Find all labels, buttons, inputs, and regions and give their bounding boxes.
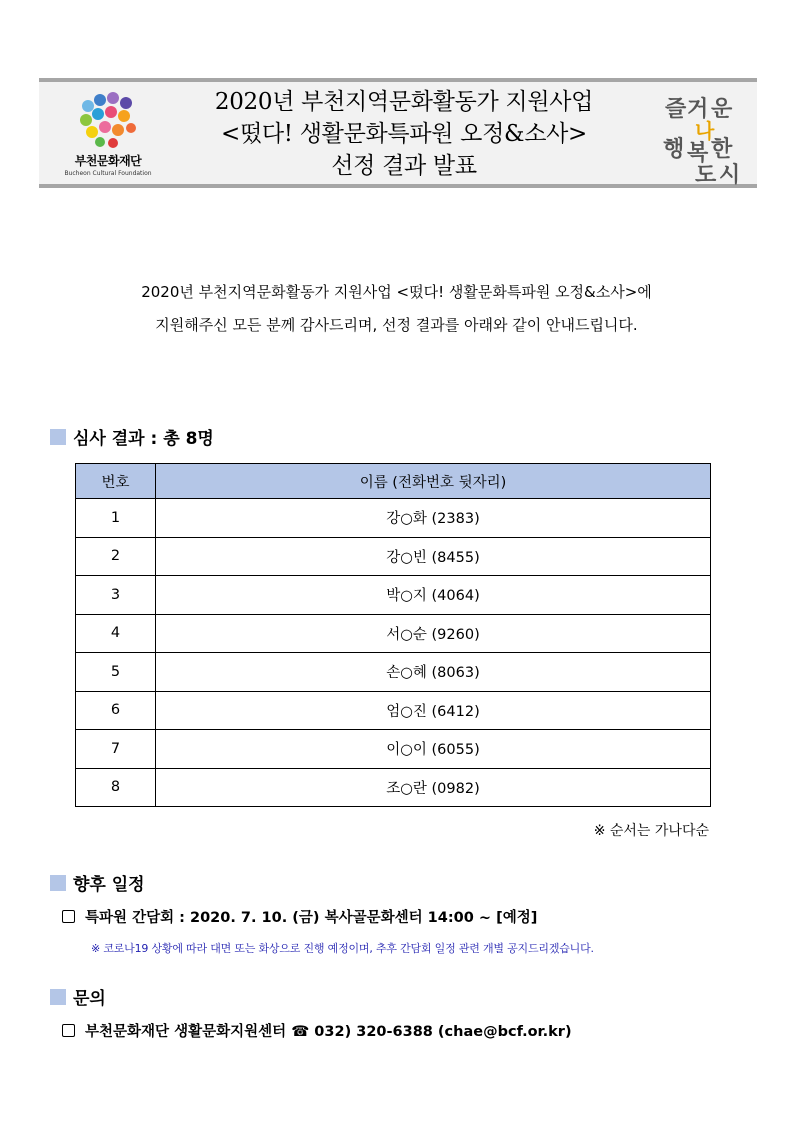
table-row bbox=[76, 653, 711, 692]
row-number: 5 bbox=[76, 653, 156, 692]
table-row bbox=[76, 576, 711, 615]
checkbox-icon bbox=[62, 910, 75, 923]
row-number: 8 bbox=[76, 768, 156, 807]
foundation-logo bbox=[53, 92, 163, 182]
schedule-item-text: 특파원 간담회 : 2020. 7. 10. (금) 복사골문화센터 14:00 ~ [예정] bbox=[85, 910, 538, 926]
schedule-item bbox=[62, 906, 537, 927]
contact-section-title-text: 문의 bbox=[73, 989, 106, 1009]
column-header-name: 이름 (전화번호 뒷자리) bbox=[156, 464, 711, 499]
order-note: ※ 순서는 가나다순 bbox=[593, 823, 709, 839]
contact-item bbox=[62, 1020, 572, 1041]
slogan-char-9: 시 bbox=[719, 163, 741, 186]
checkbox-icon bbox=[62, 1024, 75, 1037]
results-section-title bbox=[50, 424, 214, 449]
section-bullet-icon bbox=[50, 429, 66, 445]
row-name: 엄○진 (6412) bbox=[156, 691, 711, 730]
row-number: 4 bbox=[76, 614, 156, 653]
row-name: 박○지 (4064) bbox=[156, 576, 711, 615]
row-number: 2 bbox=[76, 537, 156, 576]
table-row bbox=[76, 614, 711, 653]
foundation-name-korean: 부천문화재단 bbox=[74, 154, 142, 168]
section-bullet-icon bbox=[50, 989, 66, 1005]
slogan-char-2: 거 bbox=[687, 97, 709, 122]
schedule-section-title bbox=[50, 870, 145, 895]
contact-item-text: 부천문화재단 생활문화지원센터 ☎ 032) 320-6388 (chae@bcf.or.kr) bbox=[85, 1024, 572, 1040]
slogan-char-5: 행 bbox=[663, 137, 685, 162]
row-name: 서○순 (9260) bbox=[156, 614, 711, 653]
row-number: 7 bbox=[76, 730, 156, 769]
results-section-title-text: 심사 결과 : 총 8명 bbox=[73, 429, 214, 449]
document-title bbox=[169, 86, 639, 182]
table-row bbox=[76, 691, 711, 730]
intro-line-2: 지원해주신 모든 분께 감사드리며, 선정 결과를 아래와 같이 안내드립니다. bbox=[155, 316, 638, 334]
slogan-char-8: 도 bbox=[695, 163, 717, 186]
schedule-note: ※ 코로나19 상황에 따라 대면 또는 화상으로 진행 예정이며, 추후 간담회 일정 관련 개별 공지드리겠습니다. bbox=[91, 942, 594, 955]
slogan-char-7: 한 bbox=[711, 137, 733, 162]
row-number: 1 bbox=[76, 499, 156, 538]
title-line-1: 2020년 부천지역문화활동가 지원사업 bbox=[214, 89, 594, 115]
row-name: 손○혜 (8063) bbox=[156, 653, 711, 692]
title-line-2: <떴다! 생활문화특파원 오정&소사> bbox=[220, 121, 587, 147]
title-line-3: 선정 결과 발표 bbox=[331, 153, 477, 179]
table-row bbox=[76, 768, 711, 807]
slogan-char-3: 운 bbox=[711, 97, 733, 122]
foundation-logo-mark-icon bbox=[78, 92, 138, 150]
contact-section-title bbox=[50, 984, 106, 1009]
row-name: 강○화 (2383) bbox=[156, 499, 711, 538]
row-number: 6 bbox=[76, 691, 156, 730]
table-row bbox=[76, 730, 711, 769]
foundation-name-english: Bucheon Cultural Foundation bbox=[64, 170, 152, 177]
column-header-number: 번호 bbox=[76, 464, 156, 499]
city-slogan-logo bbox=[659, 86, 749, 186]
schedule-section-title-text: 향후 일정 bbox=[73, 875, 145, 895]
intro-paragraph bbox=[0, 276, 793, 342]
results-table bbox=[75, 463, 711, 807]
row-name: 이○이 (6055) bbox=[156, 730, 711, 769]
section-bullet-icon bbox=[50, 875, 66, 891]
table-row bbox=[76, 537, 711, 576]
intro-line-1: 2020년 부천지역문화활동가 지원사업 <떴다! 생활문화특파원 오정&소사>에 bbox=[141, 283, 652, 301]
table-header-row bbox=[76, 464, 711, 499]
document-header bbox=[39, 78, 757, 188]
row-name: 강○빈 (8455) bbox=[156, 537, 711, 576]
row-number: 3 bbox=[76, 576, 156, 615]
slogan-char-6: 복 bbox=[687, 141, 709, 166]
city-slogan-logo-icon bbox=[659, 86, 749, 186]
table-row bbox=[76, 499, 711, 538]
row-name: 조○란 (0982) bbox=[156, 768, 711, 807]
slogan-char-1: 즐 bbox=[665, 97, 687, 122]
slogan-char-4: 나 bbox=[695, 119, 715, 143]
